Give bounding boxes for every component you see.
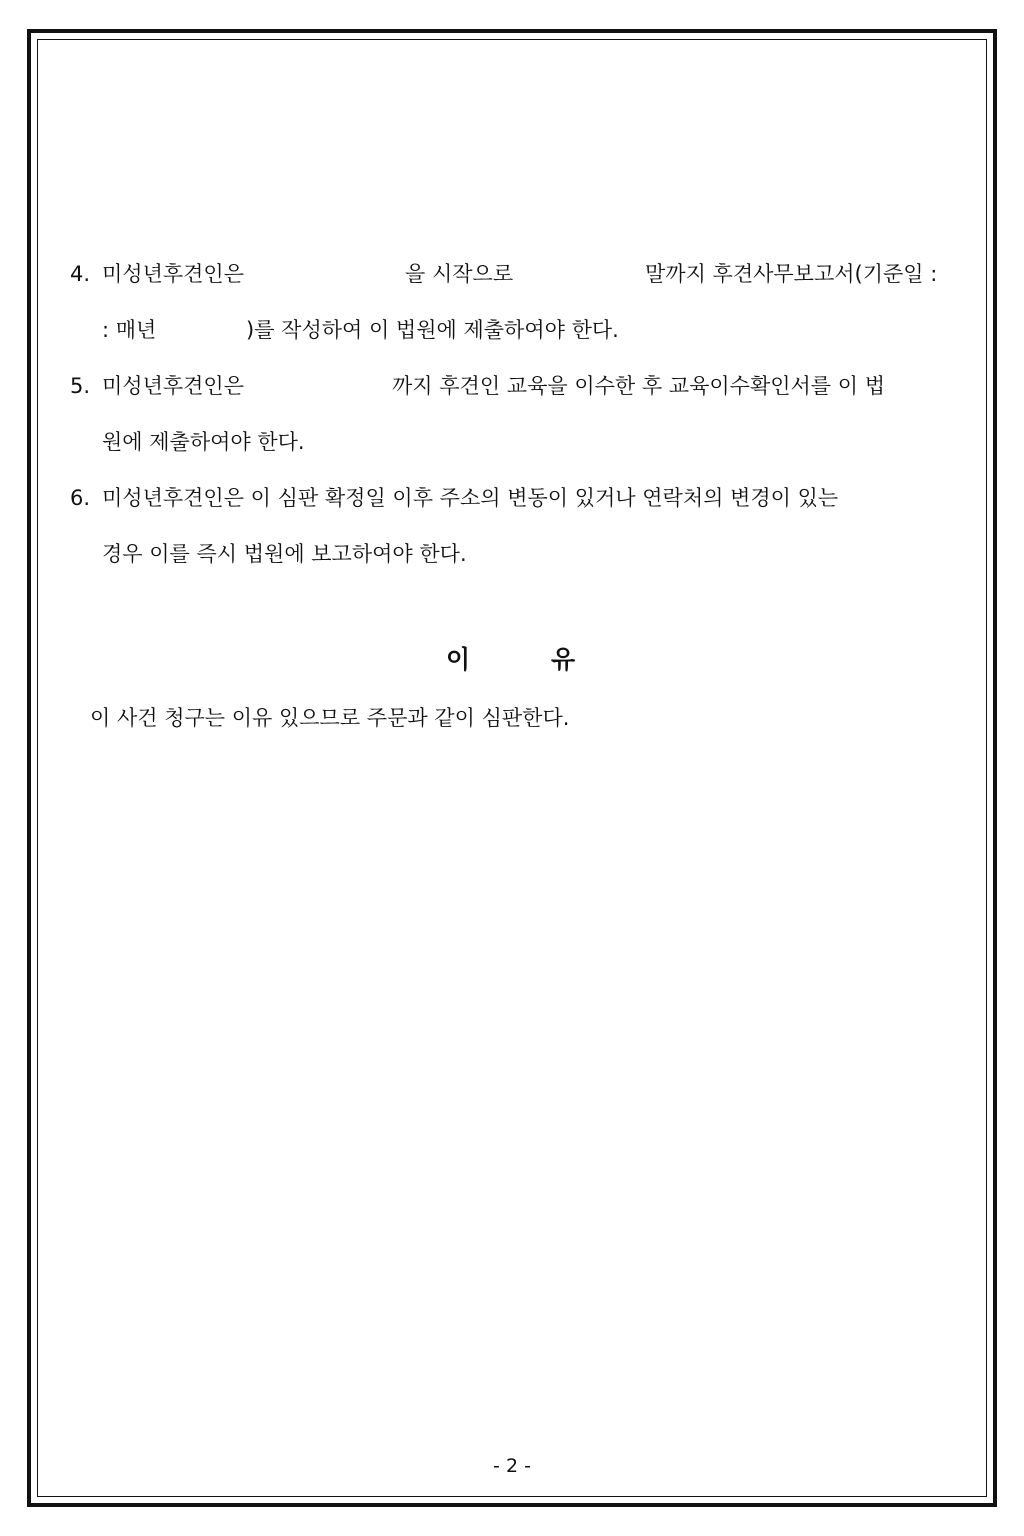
item-text: 까지 후견인 교육을 이수한 후 교육이수확인서를 이 법 — [392, 374, 886, 398]
page-number: - 2 - — [493, 1455, 531, 1477]
reason-title-left: 이 — [446, 645, 471, 674]
item-text: 을 시작으로 — [405, 262, 514, 286]
item-number: 5. — [70, 374, 91, 398]
item-continuation: 경우 이를 즉시 법원에 보고하여야 한다. — [102, 542, 467, 566]
item-text: 미성년후견인은 — [102, 374, 245, 398]
inner-page-border — [37, 39, 987, 1497]
item-text: 말까지 후견사무보고서(기준일 : — [645, 262, 938, 286]
reason-text: 이 사건 청구는 이유 있으므로 주문과 같이 심판한다. — [90, 706, 570, 730]
item-text: 미성년후견인은 — [102, 262, 245, 286]
item-continuation: 원에 제출하여야 한다. — [102, 430, 305, 454]
reason-title-right: 유 — [551, 645, 576, 674]
item-continuation: )를 작성하여 이 법원에 제출하여야 한다. — [246, 318, 619, 342]
item-text: 미성년후견인은 이 심판 확정일 이후 주소의 변동이 있거나 연락처의 변경이 있는 — [102, 486, 839, 510]
item-number: 6. — [70, 486, 91, 510]
item-continuation: : 매년 — [102, 318, 157, 342]
item-number: 4. — [70, 262, 91, 286]
